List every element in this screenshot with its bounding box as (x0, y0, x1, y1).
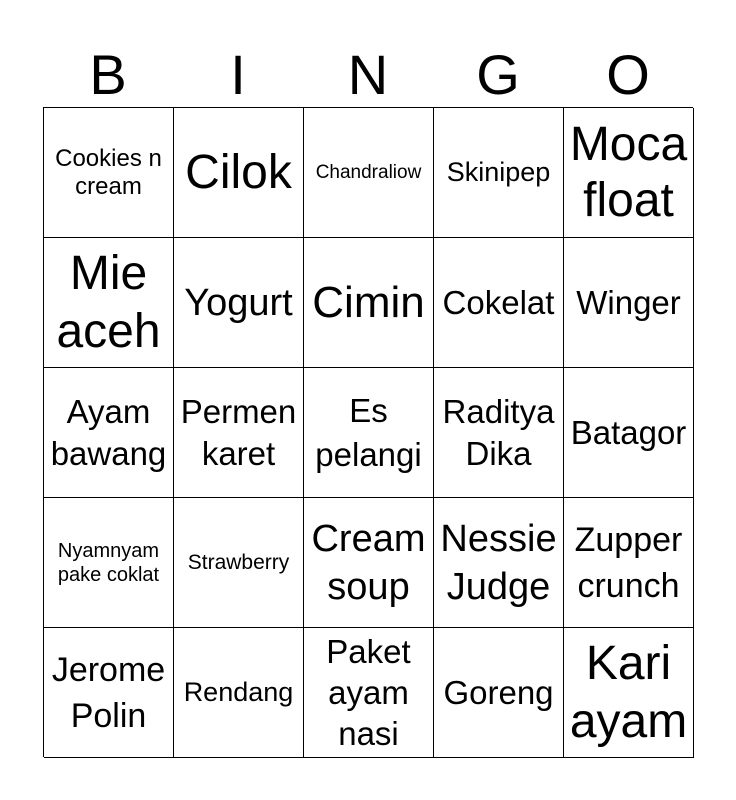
bingo-cell[interactable] (434, 238, 564, 368)
bingo-cell[interactable] (304, 498, 434, 628)
cell-label: Cookies n cream (55, 144, 162, 200)
cell-label: Yogurt (184, 281, 293, 324)
cell-label: Cream soup (311, 517, 426, 608)
bingo-cell[interactable] (44, 498, 174, 628)
bingo-cell[interactable] (304, 628, 434, 758)
cell-label: Mie aceh (56, 246, 161, 358)
bingo-cell[interactable] (434, 368, 564, 498)
bingo-cell[interactable] (174, 238, 304, 368)
bingo-cell[interactable] (434, 498, 564, 628)
bingo-cell[interactable] (44, 238, 174, 368)
cell-label: Strawberry (187, 550, 290, 574)
bingo-cell[interactable] (304, 108, 434, 238)
cell-label: Nyamnyam pake coklat (57, 539, 160, 586)
bingo-cell[interactable] (564, 628, 694, 758)
bingo-cell[interactable] (174, 368, 304, 498)
cell-label: Cokelat (442, 283, 555, 321)
cell-label: Paket ayam nasi (326, 633, 411, 752)
bingo-cell[interactable] (44, 108, 174, 238)
header-letter-g: G (476, 43, 520, 106)
bingo-grid (43, 107, 693, 757)
bingo-header (43, 44, 693, 106)
cell-label: Jerome Polin (51, 650, 166, 735)
cell-label: Moca float (569, 117, 688, 227)
cell-label: Rendang (183, 677, 294, 707)
bingo-cell[interactable] (174, 498, 304, 628)
bingo-cell[interactable] (564, 238, 694, 368)
header-letter-b: B (89, 43, 127, 106)
cell-label: Nessie Judge (440, 517, 557, 608)
bingo-cell[interactable] (564, 108, 694, 238)
cell-label: Permen karet (180, 392, 297, 472)
bingo-cell[interactable] (434, 628, 564, 758)
cell-label: Goreng (443, 673, 554, 711)
cell-label: Raditya Dika (442, 392, 555, 472)
bingo-cell[interactable] (304, 368, 434, 498)
bingo-cell[interactable] (564, 368, 694, 498)
cell-label: Kari ayam (569, 636, 688, 748)
bingo-cell[interactable] (564, 498, 694, 628)
bingo-cell[interactable] (174, 108, 304, 238)
bingo-cell[interactable] (434, 108, 564, 238)
bingo-cell[interactable] (44, 628, 174, 758)
cell-label: Es pelangi (315, 391, 422, 473)
bingo-cell[interactable] (304, 238, 434, 368)
cell-label: Winger (576, 283, 681, 321)
bingo-cell[interactable] (174, 628, 304, 758)
header-letter-n: N (347, 43, 389, 106)
header-letter-i: I (230, 43, 246, 106)
cell-label: Cimin (312, 277, 425, 327)
cell-label: Skinipep (446, 157, 551, 187)
cell-label: Cilok (185, 145, 292, 199)
cell-label: Zupper crunch (574, 520, 683, 605)
header-letter-o: O (606, 43, 650, 106)
cell-label: Batagor (570, 413, 687, 451)
cell-label: Ayam bawang (50, 392, 167, 472)
bingo-cell[interactable] (44, 368, 174, 498)
cell-label: Chandraliow (315, 161, 422, 183)
